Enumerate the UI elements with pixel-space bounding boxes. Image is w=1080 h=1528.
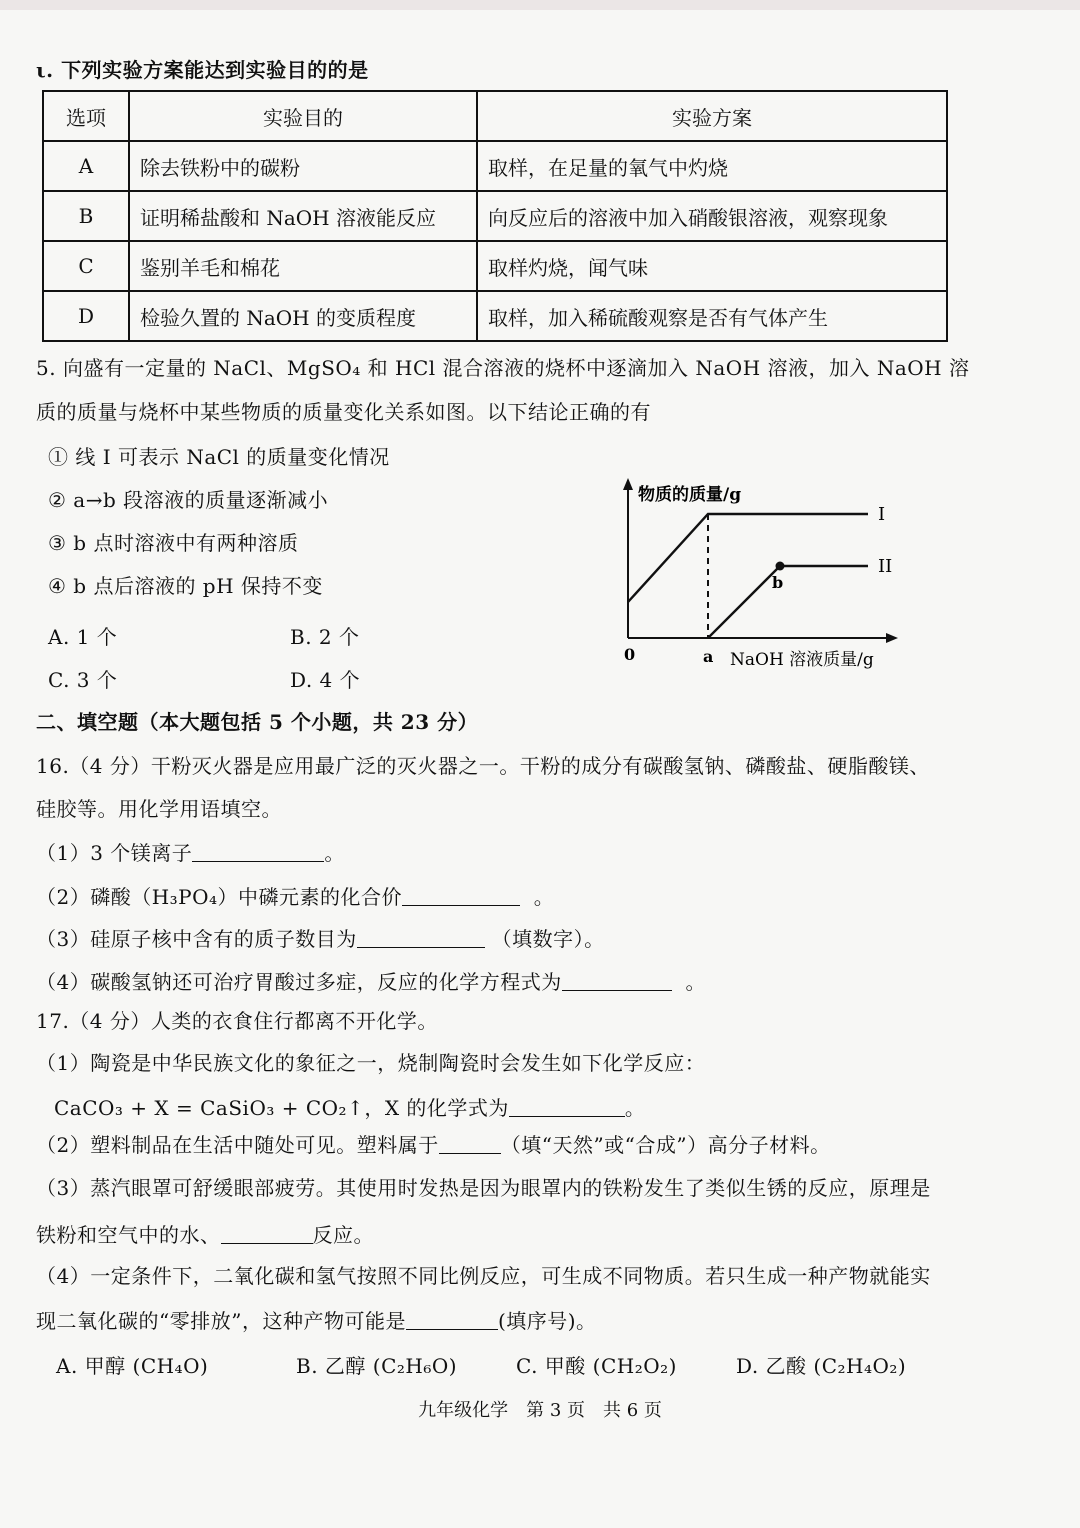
answer-blank[interactable] xyxy=(562,972,672,991)
x-tick-a: a xyxy=(703,647,714,666)
q17-part-2-text: （2）塑料制品在生活中随处可见。塑料属于 xyxy=(36,1133,439,1157)
q17-part-3b-text: 铁粉和空气中的水、 xyxy=(36,1223,221,1247)
q16-part-4 xyxy=(36,966,706,995)
answer-blank[interactable] xyxy=(406,1311,498,1330)
q17-part-4b-text: 现二氧化碳的“零排放”，这种产物可能是 xyxy=(36,1309,406,1333)
row-goal: 鉴别羊毛和棉花 xyxy=(129,241,477,291)
q17-option-a: A. 甲醇 (CH₄O) xyxy=(56,1354,209,1378)
q16-part-4-end: 。 xyxy=(685,970,706,994)
q15-option-b: B. 2 个 xyxy=(290,625,360,649)
table-row xyxy=(43,141,947,191)
q16-part-1-end: 。 xyxy=(324,841,345,865)
q17-part-2 xyxy=(36,1129,831,1158)
header-option: 选项 xyxy=(43,91,129,141)
row-option: C xyxy=(43,241,129,291)
q16-part-2 xyxy=(36,881,554,910)
q17-part-4b xyxy=(36,1305,597,1334)
row-option: D xyxy=(43,291,129,341)
series-line-II xyxy=(708,566,868,638)
x-axis-arrow xyxy=(886,633,898,643)
row-goal: 除去铁粉中的碳粉 xyxy=(129,141,477,191)
q16-part-2-text: （2）磷酸（H₃PO₄）中磷元素的化合价 xyxy=(36,885,403,909)
q15-statement-4: ④ b 点后溶液的 pH 保持不变 xyxy=(48,574,323,598)
answer-blank[interactable] xyxy=(221,1225,313,1244)
row-goal: 检验久置的 NaOH 的变质程度 xyxy=(129,291,477,341)
series-label-I: I xyxy=(878,504,886,525)
header-goal: 实验目的 xyxy=(129,91,477,141)
q17-part-4-end: (填序号)。 xyxy=(497,1309,597,1333)
y-axis-label: 物质的质量/g xyxy=(638,485,742,505)
table-row xyxy=(43,241,947,291)
answer-blank[interactable] xyxy=(439,1135,501,1154)
table-row xyxy=(43,291,947,341)
q15-stem-2: 质的质量与烧杯中某些物质的质量变化关系如图。以下结论正确的有 xyxy=(36,400,651,424)
y-axis-arrow xyxy=(623,478,633,490)
q17-part-3-end: 反应。 xyxy=(312,1223,374,1247)
q17-option-b: B. 乙醇 (C₂H₆O) xyxy=(296,1354,458,1378)
experiment-table xyxy=(42,90,948,342)
q16-part-3-text: （3）硅原子核中含有的质子数目为 xyxy=(36,927,357,951)
q16-part-3-end: （填数字）。 xyxy=(491,927,605,951)
series-line-I xyxy=(628,514,868,602)
q17-part-3b xyxy=(36,1219,374,1248)
header-plan: 实验方案 xyxy=(477,91,947,141)
q15-stem-1: 5. 向盛有一定量的 NaCl、MgSO₄ 和 HCl 混合溶液的烧杯中逐滴加入 NaOH 溶液，加入 NaOH 溶 xyxy=(36,356,970,380)
q16-part-1-text: （1）3 个镁离子 xyxy=(36,841,193,865)
q16-part-3 xyxy=(36,923,605,952)
row-option: B xyxy=(43,191,129,241)
origin-label: 0 xyxy=(624,645,636,664)
page-footer: 九年级化学 第 3 页 共 6 页 xyxy=(418,1400,662,1421)
row-plan: 向反应后的溶液中加入硝酸银溶液，观察现象 xyxy=(477,191,947,241)
q15-option-a: A. 1 个 xyxy=(48,625,118,649)
q17-option-c: C. 甲酸 (CH₂O₂) xyxy=(516,1354,677,1378)
q17-stem: 17.（4 分）人类的衣食住行都离不开化学。 xyxy=(36,1009,438,1033)
q17-equation-text: CaCO₃ + X = CaSiO₃ + CO₂↑，X 的化学式为 xyxy=(54,1096,509,1120)
q15-statement-3: ③ b 点时溶液中有两种溶质 xyxy=(48,531,299,555)
q16-part-2-end: 。 xyxy=(533,885,555,909)
q16-stem-1: 16.（4 分）干粉灭火器是应用最广泛的灭火器之一。干粉的成分有碳酸氢钠、磷酸盐、硬脂酸镁、 xyxy=(36,754,930,778)
table-row xyxy=(43,191,947,241)
mass-chart xyxy=(600,470,920,680)
q16-stem-2: 硅胶等。用化学用语填空。 xyxy=(36,797,282,821)
q17-part-4a: （4）一定条件下，二氧化碳和氢气按照不同比例反应，可生成不同物质。若只生成一种产物就能实 xyxy=(36,1264,931,1288)
section-2-heading: 二、填空题（本大题包括 5 个小题，共 23 分） xyxy=(36,710,479,734)
table-header-row xyxy=(43,91,947,141)
q17-option-d: D. 乙酸 (C₂H₄O₂) xyxy=(736,1354,907,1378)
row-goal: 证明稀盐酸和 NaOH 溶液能反应 xyxy=(129,191,477,241)
q17-equation-end: 。 xyxy=(624,1096,646,1120)
top-edge xyxy=(0,0,1080,10)
q15-option-c: C. 3 个 xyxy=(48,668,118,692)
row-option: A xyxy=(43,141,129,191)
point-b-label: b xyxy=(772,573,784,592)
answer-blank[interactable] xyxy=(357,929,485,948)
q16-part-4-text: （4）碳酸氢钠还可治疗胃酸过多症，反应的化学方程式为 xyxy=(36,970,562,994)
row-plan: 取样灼烧，闻气味 xyxy=(477,241,947,291)
row-plan: 取样，加入稀硫酸观察是否有气体产生 xyxy=(477,291,947,341)
answer-blank[interactable] xyxy=(509,1098,625,1117)
q15-statement-1: ① 线 I 可表示 NaCl 的质量变化情况 xyxy=(48,445,390,469)
series-label-II: II xyxy=(878,556,893,577)
q17-part-1: （1）陶瓷是中华民族文化的象征之一，烧制陶瓷时会发生如下化学反应： xyxy=(36,1051,706,1075)
q16-part-1 xyxy=(36,837,345,866)
point-b-marker xyxy=(776,562,785,571)
answer-blank[interactable] xyxy=(402,887,520,906)
q14-title: ι. 下列实验方案能达到实验目的的是 xyxy=(36,58,369,82)
x-axis-label: NaOH 溶液质量/g xyxy=(730,650,874,670)
row-plan: 取样，在足量的氧气中灼烧 xyxy=(477,141,947,191)
series-layer xyxy=(628,504,892,638)
q15-statement-2: ② a→b 段溶液的质量逐渐减小 xyxy=(48,488,329,512)
q17-part-3a: （3）蒸汽眼罩可舒缓眼部疲劳。其使用时发热是因为眼罩内的铁粉发生了类似生锈的反应，原理是 xyxy=(36,1176,931,1200)
q17-part-2-end: （填“天然”或“合成”）高分子材料。 xyxy=(500,1133,831,1157)
q17-equation xyxy=(54,1092,645,1121)
q15-option-d: D. 4 个 xyxy=(290,668,361,692)
answer-blank[interactable] xyxy=(192,843,324,862)
